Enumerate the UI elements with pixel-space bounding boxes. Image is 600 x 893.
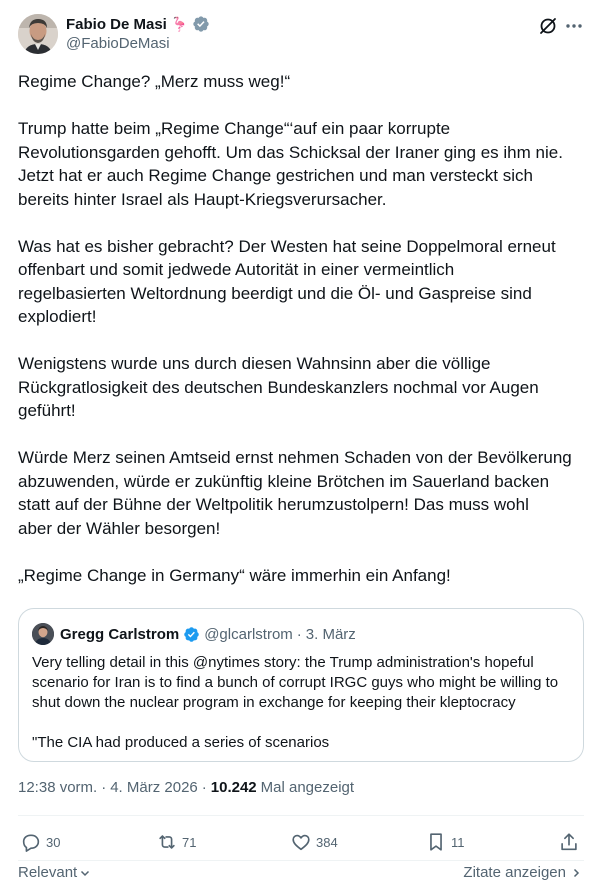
views-count: 10.242 — [210, 779, 257, 796]
tweet-paragraph: Trump hatte beim „Regime Change“‘auf ein paar korrupte Revolutionsgarden gehofft. Um das Schicksal der Iraner ging es ihm nie. Jetzt hat er auch Regime Change gestrichen und man versteckt sich bereits hinter Israel als Haupt-Kriegsverursacher. — [18, 119, 563, 209]
tweet-date[interactable]: 4. März 2026 — [110, 779, 198, 796]
repost-count: 71 — [182, 834, 197, 850]
quote-header — [60, 623, 356, 645]
quote-author-name[interactable]: Gregg Carlstrom — [60, 625, 180, 643]
divider — [18, 815, 584, 816]
bookmark-icon — [425, 831, 447, 853]
replies-toolbar — [18, 864, 584, 886]
meta-separator: · — [201, 779, 207, 796]
author-handle[interactable]: @FabioDeMasi — [66, 35, 170, 52]
views-label: Mal angezeigt — [260, 779, 355, 796]
quote-date[interactable]: 3. März — [305, 625, 356, 643]
author-name-row — [66, 14, 210, 34]
tweet-paragraph: Wenigstens wurde uns durch diesen Wahnsinn aber die völlige Rückgratlosigkeit des deutschen Bundeskanzlers nochmal vor Augen geführt! — [18, 354, 539, 420]
chevron-down-icon — [79, 867, 91, 879]
chevron-right-icon — [570, 867, 582, 879]
quote-text — [32, 653, 577, 753]
tweet-paragraph: „Regime Change in Germany“ wäre immerhin ein Anfang! — [18, 565, 451, 585]
more-icon[interactable] — [564, 16, 584, 36]
quote-paragraph: Very telling detail in this @nytimes story: the Trump administration's hopeful scenario for Iran is to find a bunch of corrupt IRGC guys who might be willing to shut down the nuclear program in exchange for keeping their kleptocracy — [32, 654, 559, 711]
share-icon — [558, 831, 580, 853]
like-icon — [290, 831, 312, 853]
view-quotes-label: Zitate anzeigen — [463, 864, 566, 881]
repost-icon — [156, 831, 178, 853]
bookmark-button[interactable] — [425, 830, 465, 854]
tweet-header — [18, 12, 584, 56]
sort-dropdown[interactable] — [18, 864, 91, 881]
repost-button[interactable] — [156, 830, 196, 854]
flamingo-emoji: 🦩 — [170, 15, 189, 32]
quoted-tweet-card[interactable] — [18, 608, 584, 762]
reply-button[interactable] — [20, 830, 60, 854]
tweet-meta — [18, 779, 354, 796]
reply-count: 30 — [46, 834, 61, 850]
reply-icon — [20, 831, 42, 853]
quote-author-avatar[interactable] — [32, 623, 54, 645]
share-button[interactable] — [558, 830, 580, 854]
tweet-time[interactable]: 12:38 vorm. — [18, 779, 98, 796]
quote-paragraph: "The CIA had produced a series of scenarios — [32, 734, 330, 751]
bookmark-count: 11 — [451, 834, 465, 850]
view-quotes-link[interactable] — [463, 864, 582, 881]
quote-author-handle: @glcarlstrom — [204, 625, 293, 643]
tweet-text — [18, 70, 586, 587]
divider — [18, 860, 584, 861]
like-button[interactable] — [290, 830, 338, 854]
action-bar — [18, 826, 584, 858]
verified-icon — [192, 15, 210, 33]
author-display-name[interactable]: Fabio De Masi — [66, 15, 167, 33]
grok-icon[interactable] — [538, 16, 558, 36]
tweet-paragraph: Was hat es bisher gebracht? Der Westen hat seine Doppelmoral erneut offenbart und somit jedwede Autorität in einer vermeintlich regelbasierten Weltordnung beerdigt und die Öl- und Gaspreise sind explodiert! — [18, 236, 556, 326]
sort-label: Relevant — [18, 864, 78, 881]
verified-icon — [183, 626, 200, 643]
tweet-paragraph: Würde Merz seinen Amtseid ernst nehmen Schaden von der Bevölkerung abzuwenden, würde er zukünftig kleine Brötchen im Sauerland backen statt auf der Bühne der Weltpolitik herumzustolpern! Das muss wohl aber der Wähler besorgen! — [18, 448, 572, 538]
author-avatar[interactable] — [18, 14, 58, 54]
meta-separator: · — [101, 779, 107, 796]
like-count: 384 — [316, 834, 338, 850]
tweet-paragraph: Regime Change? „Merz muss weg!“ — [18, 72, 291, 91]
quote-separator: · — [296, 625, 302, 643]
